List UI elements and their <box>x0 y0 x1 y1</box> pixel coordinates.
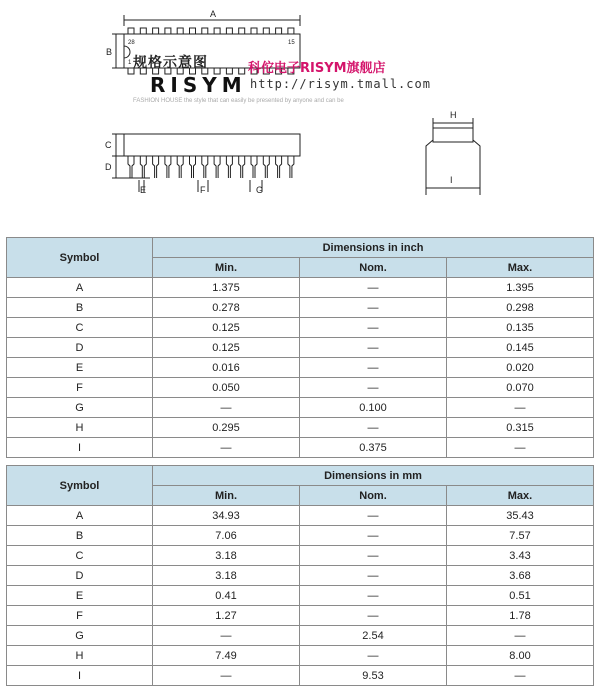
side-pin <box>202 156 208 178</box>
top-pin <box>251 28 257 34</box>
cell-max: 0.315 <box>447 418 594 438</box>
table-row <box>7 546 594 566</box>
cell-nom: — <box>300 318 447 338</box>
cell-nom: — <box>300 586 447 606</box>
side-pin <box>226 156 232 178</box>
side-pin <box>288 156 294 178</box>
top-pin <box>140 28 146 34</box>
side-pin <box>140 156 146 178</box>
cell-max: 0.145 <box>447 338 594 358</box>
cell-min: 3.18 <box>153 546 300 566</box>
symbol-header: Symbol <box>7 466 153 506</box>
dim-a-label: A <box>210 9 217 19</box>
cell-min: 7.06 <box>153 526 300 546</box>
watermark-brand-logo: RISYM <box>150 73 247 97</box>
cell-symbol: F <box>7 378 153 398</box>
table-title: Dimensions in mm <box>153 466 594 486</box>
table-row <box>7 278 594 298</box>
table-row <box>7 626 594 646</box>
cell-symbol: D <box>7 338 153 358</box>
table-row <box>7 338 594 358</box>
pin1-notch <box>124 46 130 58</box>
cell-max: 35.43 <box>447 506 594 526</box>
cell-min: 0.050 <box>153 378 300 398</box>
table-row <box>7 606 594 626</box>
cell-max: 1.78 <box>447 606 594 626</box>
cell-min: — <box>153 398 300 418</box>
cell-nom: — <box>300 358 447 378</box>
side-pin <box>128 156 134 178</box>
cell-symbol: C <box>7 546 153 566</box>
top-pin <box>128 28 134 34</box>
dim-i-label: I <box>450 175 453 185</box>
cell-symbol: I <box>7 666 153 686</box>
side-pin <box>165 156 171 178</box>
dim-d-label: D <box>105 162 112 172</box>
cell-max: 0.070 <box>447 378 594 398</box>
side-pin <box>153 156 159 178</box>
cell-max: — <box>447 666 594 686</box>
cell-nom: — <box>300 606 447 626</box>
top-pin <box>190 28 196 34</box>
cell-symbol: B <box>7 298 153 318</box>
top-pin <box>165 28 171 34</box>
cell-nom: — <box>300 546 447 566</box>
cell-min: 0.41 <box>153 586 300 606</box>
table-row <box>7 646 594 666</box>
table-row <box>7 438 594 458</box>
side-pin <box>276 156 282 178</box>
cell-min: 0.295 <box>153 418 300 438</box>
end-view-body <box>433 128 473 142</box>
cell-min: 0.016 <box>153 358 300 378</box>
table-row <box>7 566 594 586</box>
cell-symbol: A <box>7 278 153 298</box>
cell-nom: — <box>300 278 447 298</box>
table-row <box>7 298 594 318</box>
watermark-shop-name: 科佗电子RISYM旗舰店 <box>248 61 386 76</box>
column-header-min: Min. <box>153 486 300 506</box>
watermark-title: 规格示意图 <box>133 55 208 71</box>
package-drawing <box>0 0 600 215</box>
column-header-nom: Nom. <box>300 486 447 506</box>
cell-min: — <box>153 626 300 646</box>
top-pin <box>202 28 208 34</box>
cell-max: — <box>447 626 594 646</box>
dim-b-label: B <box>106 47 113 57</box>
watermark-url: http://risym.tmall.com <box>250 77 431 91</box>
top-pin <box>226 28 232 34</box>
cell-min: 1.375 <box>153 278 300 298</box>
cell-symbol: D <box>7 566 153 586</box>
cell-nom: 0.375 <box>300 438 447 458</box>
top-pin <box>214 28 220 34</box>
cell-nom: — <box>300 378 447 398</box>
end-view <box>426 118 480 195</box>
dimensions-mm-table <box>6 465 594 686</box>
top-pin <box>276 28 282 34</box>
table-row <box>7 418 594 438</box>
table-row <box>7 586 594 606</box>
table-row <box>7 358 594 378</box>
pin-1-label: 1 <box>128 60 132 66</box>
table-header-row <box>7 466 594 486</box>
column-header-min: Min. <box>153 258 300 278</box>
cell-min: 7.49 <box>153 646 300 666</box>
cell-max: 3.68 <box>447 566 594 586</box>
column-header-nom: Nom. <box>300 258 447 278</box>
top-pin <box>177 28 183 34</box>
cell-nom: — <box>300 566 447 586</box>
watermark-tagline: FASHION HOUSE the style that can easily be presented by anyone and can be <box>133 98 344 104</box>
cell-max: 1.395 <box>447 278 594 298</box>
end-view-lead-right <box>473 140 480 185</box>
side-pin <box>177 156 183 178</box>
table-row <box>7 666 594 686</box>
cell-nom: — <box>300 298 447 318</box>
top-pin <box>239 28 245 34</box>
cell-symbol: G <box>7 398 153 418</box>
cell-min: 0.125 <box>153 338 300 358</box>
cell-min: 0.125 <box>153 318 300 338</box>
cell-max: 0.51 <box>447 586 594 606</box>
cell-symbol: F <box>7 606 153 626</box>
cell-max: — <box>447 438 594 458</box>
cell-max: — <box>447 398 594 418</box>
cell-min: 34.93 <box>153 506 300 526</box>
side-view-pins <box>128 156 294 178</box>
cell-nom: 9.53 <box>300 666 447 686</box>
dimensions-inch-table <box>6 237 594 458</box>
cell-symbol: H <box>7 418 153 438</box>
cell-min: — <box>153 666 300 686</box>
side-pin <box>190 156 196 178</box>
cell-symbol: B <box>7 526 153 546</box>
side-pin <box>251 156 257 178</box>
side-pin <box>263 156 269 178</box>
dim-e-label: E <box>140 185 147 195</box>
cell-symbol: A <box>7 506 153 526</box>
cell-nom: — <box>300 646 447 666</box>
side-view-body <box>124 134 300 156</box>
cell-nom: 0.100 <box>300 398 447 418</box>
table-title: Dimensions in inch <box>153 238 594 258</box>
pin-28-label: 28 <box>128 40 135 46</box>
cell-min: 1.27 <box>153 606 300 626</box>
cell-symbol: G <box>7 626 153 646</box>
dim-g-label: G <box>256 185 264 195</box>
dip28-outline-drawing <box>0 0 600 215</box>
table-row <box>7 378 594 398</box>
cell-max: 0.135 <box>447 318 594 338</box>
pin-15-label: 15 <box>288 40 295 46</box>
cell-max: 0.298 <box>447 298 594 318</box>
cell-max: 3.43 <box>447 546 594 566</box>
cell-max: 7.57 <box>447 526 594 546</box>
symbol-header: Symbol <box>7 238 153 278</box>
column-header-max: Max. <box>447 486 594 506</box>
cell-symbol: I <box>7 438 153 458</box>
column-header-max: Max. <box>447 258 594 278</box>
top-pin <box>288 28 294 34</box>
cell-nom: 2.54 <box>300 626 447 646</box>
table-row <box>7 506 594 526</box>
table-row <box>7 526 594 546</box>
cell-symbol: H <box>7 646 153 666</box>
cell-nom: — <box>300 418 447 438</box>
cell-nom: — <box>300 338 447 358</box>
cell-nom: — <box>300 526 447 546</box>
cell-symbol: E <box>7 358 153 378</box>
cell-symbol: E <box>7 586 153 606</box>
cell-min: 0.278 <box>153 298 300 318</box>
cell-max: 8.00 <box>447 646 594 666</box>
dim-f-label: F <box>200 185 206 195</box>
side-pin <box>239 156 245 178</box>
dim-h-label: H <box>450 110 457 120</box>
cell-max: 0.020 <box>447 358 594 378</box>
cell-min: — <box>153 438 300 458</box>
table-header-row <box>7 238 594 258</box>
table-row <box>7 318 594 338</box>
end-view-lead-left <box>426 140 433 185</box>
top-view-pins-upper <box>128 28 294 34</box>
top-pin <box>263 28 269 34</box>
cell-symbol: C <box>7 318 153 338</box>
cell-min: 3.18 <box>153 566 300 586</box>
side-pin <box>214 156 220 178</box>
table-row <box>7 398 594 418</box>
dim-c-label: C <box>105 140 112 150</box>
top-pin <box>153 28 159 34</box>
side-view <box>112 134 300 192</box>
cell-nom: — <box>300 506 447 526</box>
